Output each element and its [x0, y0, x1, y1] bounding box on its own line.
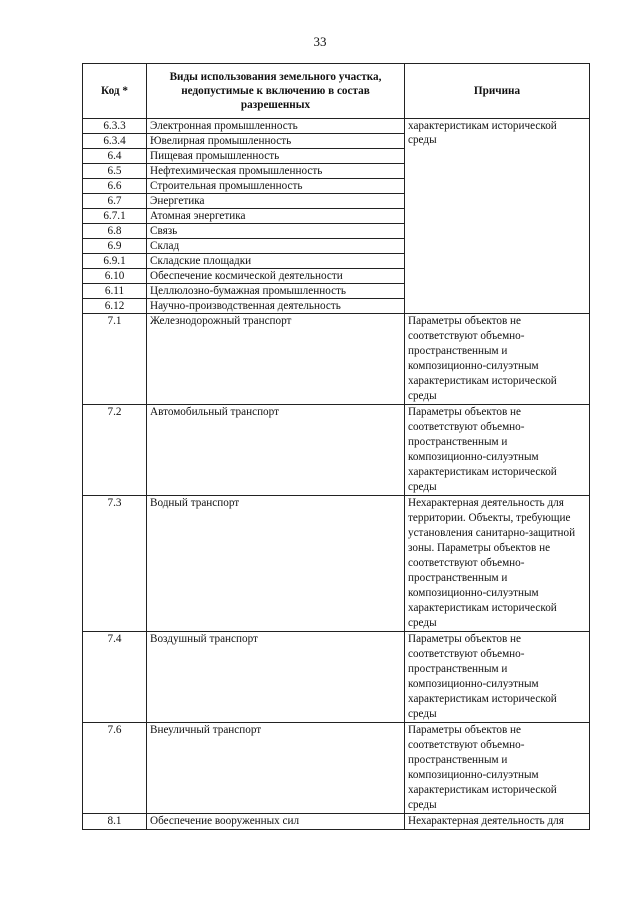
row-reason: Нехарактерная деятельность для территории. Объекты, требующие установления санитарно-защитной зоны. Параметры объектов не соответствуют объемно-пространственным и композиционно-силуэтным характеристикам исторической среды — [405, 496, 590, 632]
row-code: 7.3 — [83, 496, 147, 632]
row-code: 6.4 — [83, 149, 147, 164]
row-use: Целлюлозно-бумажная промышленность — [147, 284, 405, 299]
row-use: Воздушный транспорт — [147, 632, 405, 723]
row-reason: характеристикам исторической среды — [405, 119, 590, 314]
row-use: Электронная промышленность — [147, 119, 405, 134]
row-code: 7.4 — [83, 632, 147, 723]
row-reason: Нехарактерная деятельность для — [405, 814, 590, 830]
row-code: 7.6 — [83, 723, 147, 814]
table-row — [83, 632, 590, 723]
table-row — [83, 814, 590, 830]
row-code: 6.7.1 — [83, 209, 147, 224]
table-row — [83, 314, 590, 405]
table-row — [83, 723, 590, 814]
header-reason: Причина — [405, 64, 590, 119]
row-use: Энергетика — [147, 194, 405, 209]
row-code: 6.9.1 — [83, 254, 147, 269]
header-code: Код * — [83, 64, 147, 119]
row-code: 6.6 — [83, 179, 147, 194]
table-row — [83, 405, 590, 496]
table-body — [83, 119, 590, 830]
row-use: Склад — [147, 239, 405, 254]
row-use: Строительная промышленность — [147, 179, 405, 194]
row-use: Научно-производственная деятельность — [147, 299, 405, 314]
row-use: Пищевая промышленность — [147, 149, 405, 164]
row-code: 8.1 — [83, 814, 147, 830]
row-use: Атомная энергетика — [147, 209, 405, 224]
row-code: 6.12 — [83, 299, 147, 314]
row-reason: Параметры объектов не соответствуют объемно-пространственным и композиционно-силуэтным характеристикам исторической среды — [405, 314, 590, 405]
row-use: Автомобильный транспорт — [147, 405, 405, 496]
row-reason: Параметры объектов не соответствуют объемно-пространственным и композиционно-силуэтным характеристикам исторической среды — [405, 405, 590, 496]
row-code: 6.10 — [83, 269, 147, 284]
row-use: Водный транспорт — [147, 496, 405, 632]
row-use: Обеспечение вооруженных сил — [147, 814, 405, 830]
row-reason: Параметры объектов не соответствуют объемно-пространственным и композиционно-силуэтным характеристикам исторической среды — [405, 632, 590, 723]
row-use: Внеуличный транспорт — [147, 723, 405, 814]
row-use: Нефтехимическая промышленность — [147, 164, 405, 179]
row-code: 6.3.4 — [83, 134, 147, 149]
page-number: 33 — [313, 34, 327, 49]
row-code: 6.7 — [83, 194, 147, 209]
restrictions-table — [82, 63, 590, 830]
row-code: 6.8 — [83, 224, 147, 239]
row-code: 6.3.3 — [83, 119, 147, 134]
row-use: Обеспечение космической деятельности — [147, 269, 405, 284]
row-use: Связь — [147, 224, 405, 239]
row-use: Железнодорожный транспорт — [147, 314, 405, 405]
row-code: 6.9 — [83, 239, 147, 254]
row-code: 6.5 — [83, 164, 147, 179]
header-use: Виды использования земельного участка, недопустимые к включению в состав разрешенных — [147, 64, 405, 119]
table-row — [83, 496, 590, 632]
row-code: 6.11 — [83, 284, 147, 299]
row-reason: Параметры объектов не соответствуют объемно-пространственным и композиционно-силуэтным характеристикам исторической среды — [405, 723, 590, 814]
row-use: Ювелирная промышленность — [147, 134, 405, 149]
row-use: Складские площадки — [147, 254, 405, 269]
table-row — [83, 119, 590, 134]
row-code: 7.1 — [83, 314, 147, 405]
table-header-row — [83, 64, 590, 119]
row-code: 7.2 — [83, 405, 147, 496]
